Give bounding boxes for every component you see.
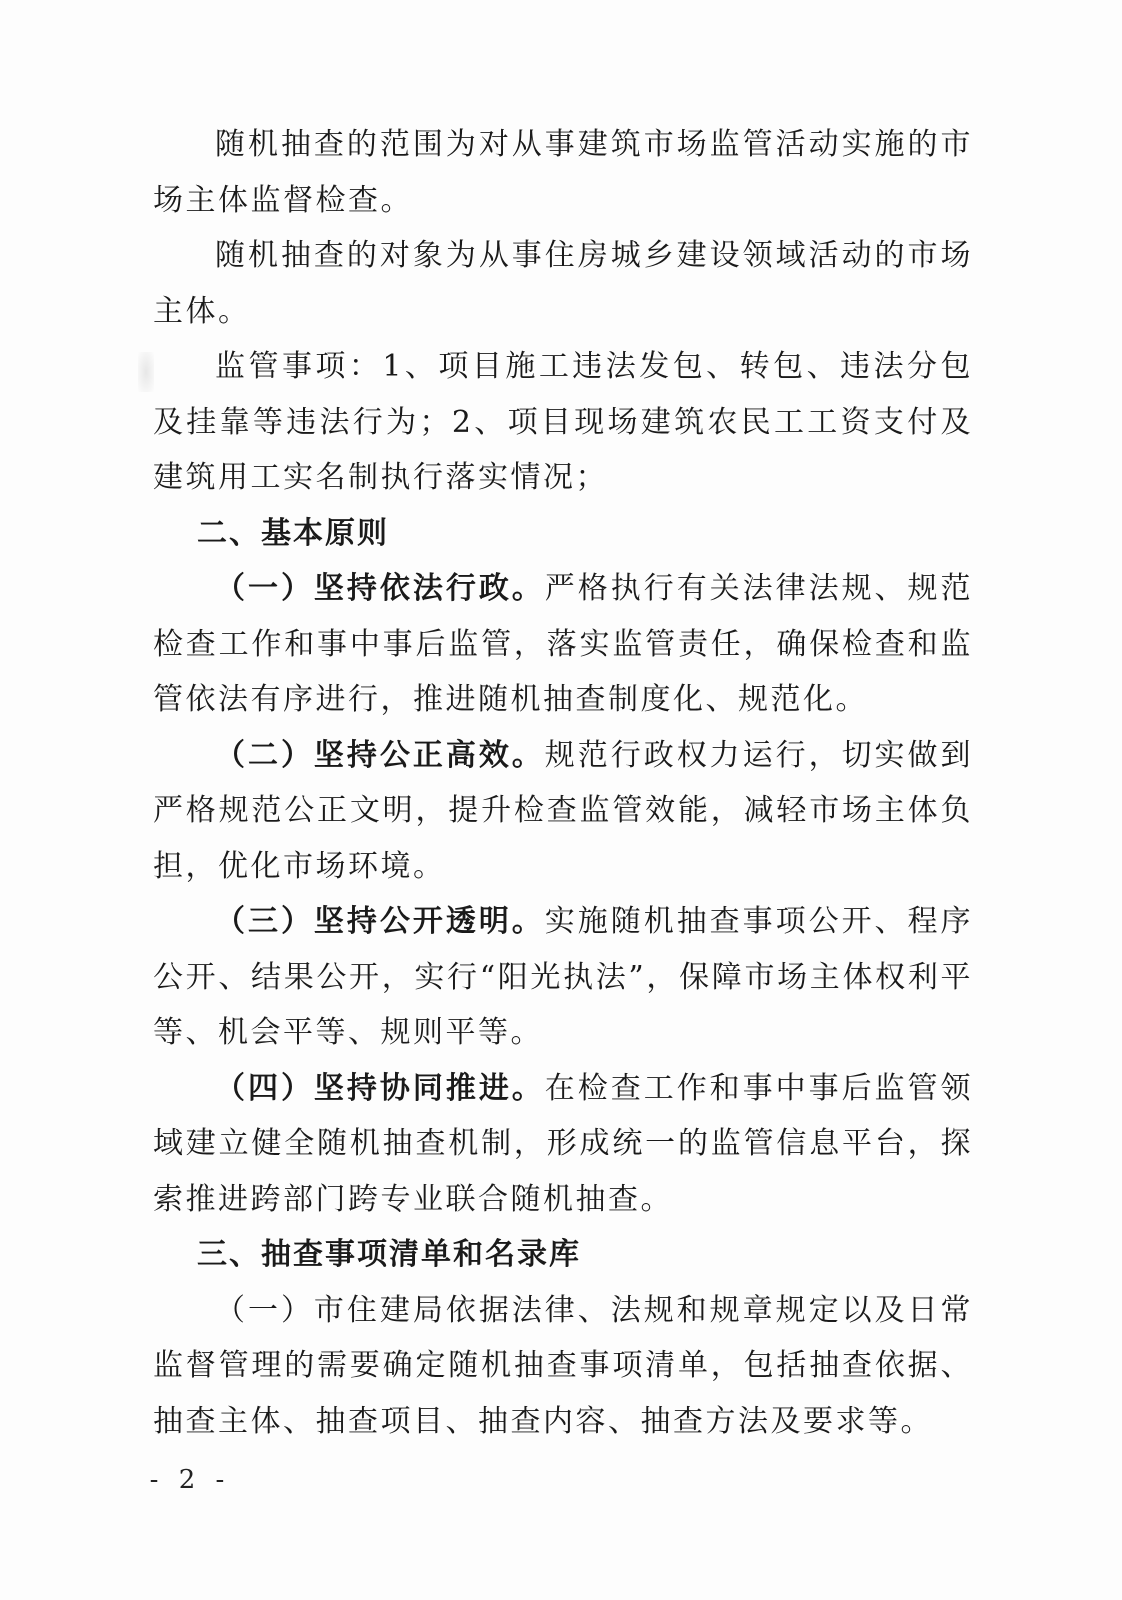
- paragraph-scope: [153, 117, 973, 228]
- paragraph-checklist: [153, 1283, 973, 1450]
- principle-1: [153, 561, 973, 728]
- principle-text: 实施随机抽查事项公开、程序公开、结果公开，实行“阳光执法”，保障市场主体权利平等、机会平等、规则平等。: [153, 904, 974, 1050]
- principle-2: [153, 728, 973, 895]
- paragraph-text: （一）市住建局依据法律、法规和规章规定以及日常监督管理的需要确定随机抽查事项清单，包括抽查依据、抽查主体、抽查项目、抽查内容、抽查方法及要求等。: [153, 1292, 973, 1439]
- paragraph-matters: [153, 339, 973, 506]
- paragraph-text: 随机抽查的范围为对从事建筑市场监管活动实施的市场主体监督检查。: [153, 127, 973, 218]
- principle-text: 严格执行有关法律法规、规范检查工作和事中事后监管，落实监管责任，确保检查和监管依法有序进行，推进随机抽查制度化、规范化。: [153, 571, 974, 717]
- principle-lead: （三）坚持公开透明。: [215, 904, 545, 939]
- principle-lead: （一）坚持依法行政。: [215, 571, 545, 606]
- scan-smudge: [138, 352, 154, 392]
- paragraph-object: [153, 228, 973, 339]
- section-heading-3: 三、抽查事项清单和名录库: [197, 1237, 581, 1272]
- section-heading-2: 二、基本原则: [197, 515, 389, 551]
- principle-text: 在检查工作和事中事后监管领域建立健全随机抽查机制，形成统一的监管信息平台，探索推进跨部门跨专业联合随机抽查。: [153, 1070, 974, 1217]
- paragraph-text: 随机抽查的对象为从事住房城乡建设领域活动的市场主体。: [153, 238, 973, 329]
- document-body: [153, 117, 973, 1449]
- paragraph-text: 监管事项：1、项目施工违法发包、转包、违法分包及挂靠等违法行为；2、项目现场建筑农民工工资支付及建筑用工实名制执行落实情况；: [153, 349, 973, 495]
- page-number: - 2 -: [149, 1465, 231, 1495]
- principle-3: [153, 894, 973, 1061]
- principle-4: [153, 1061, 973, 1228]
- principle-lead: （二）坚持公正高效。: [215, 737, 545, 773]
- principle-text: 规范行政权力运行，切实做到严格规范公正文明，提升检查监管效能，减轻市场主体负担，优化市场环境。: [153, 737, 974, 884]
- principle-lead: （四）坚持协同推进。: [215, 1070, 545, 1106]
